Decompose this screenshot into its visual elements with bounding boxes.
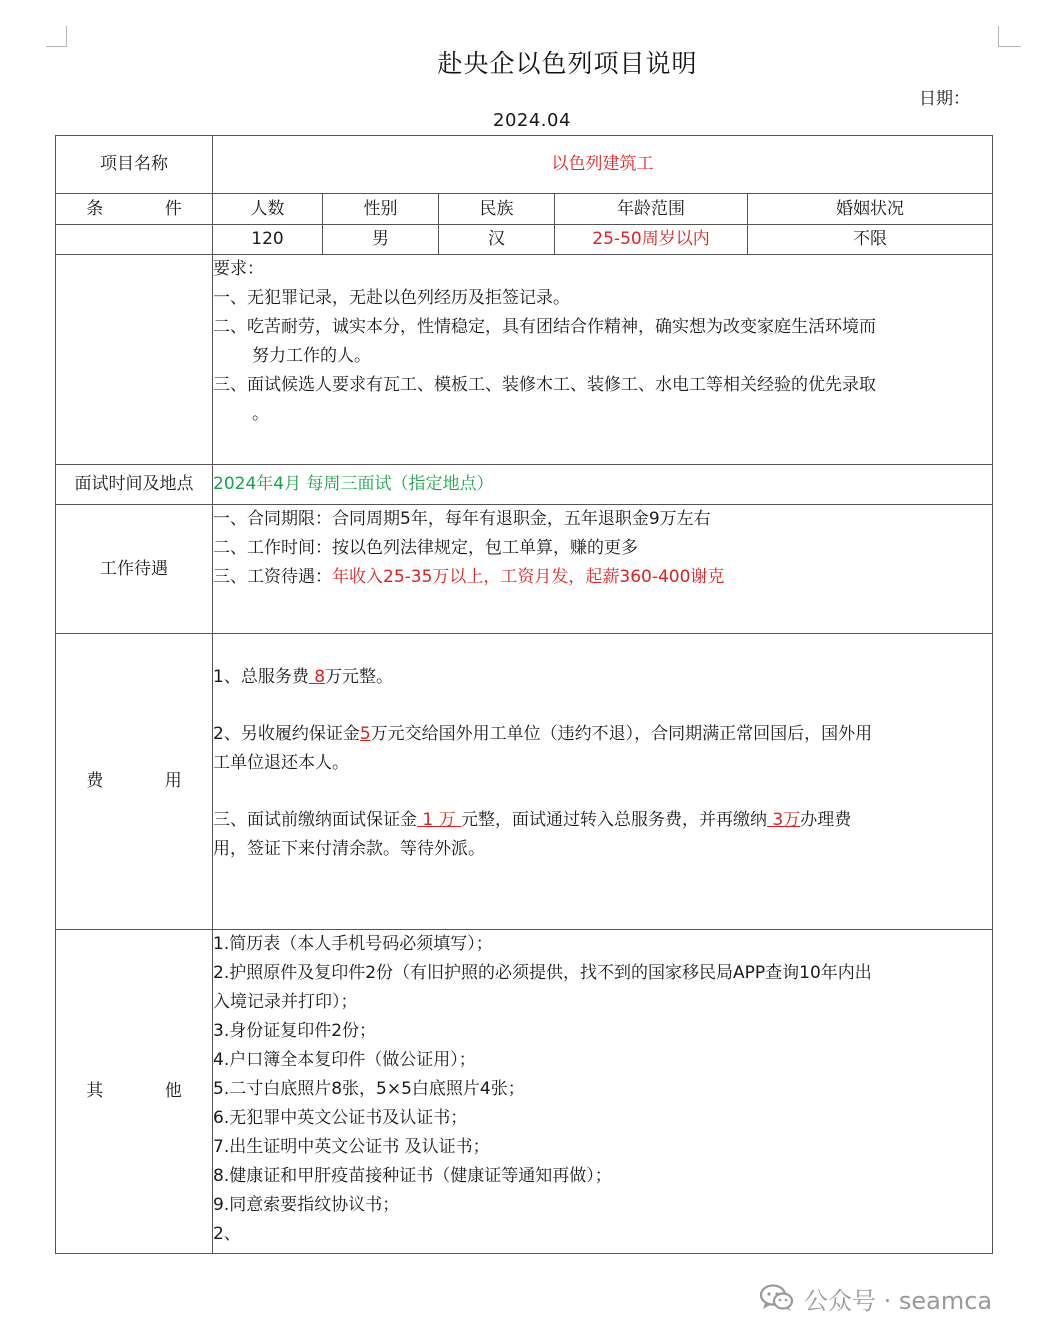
benefits-content (213, 505, 993, 634)
requirement-3: 三、面试候选人要求有瓦工、模板工、装修木工、装修工、水电工等相关经验的优先录取 (213, 375, 876, 395)
wechat-watermark (760, 1280, 992, 1316)
value-ethnicity: 汉 (439, 225, 555, 255)
project-form-table (55, 135, 993, 1254)
value-headcount: 120 (213, 225, 323, 255)
benefits-row (56, 505, 993, 634)
conditions-label: 条 件 (56, 194, 213, 225)
date-label: 日期： (919, 89, 970, 109)
salary-value: 年收入25-35万以上，工资月发，起薪360-400谢克 (332, 567, 725, 587)
document-item: 6.无犯罪中英文公证书及认证书； (213, 1108, 468, 1128)
document-item: 3.身份证复印件2份； (213, 1021, 377, 1041)
fees-content (213, 634, 993, 930)
fee-deposit-amount: 5 (359, 724, 371, 744)
fee-interview-continued: 用，签证下来付清余款。等待外派。 (213, 839, 485, 859)
requirement-2: 二、吃苦耐劳，诚实本分，性情稳定，具有团结合作精神，确实想为改变家庭生活环境而 (213, 317, 876, 337)
others-label: 其 他 (56, 930, 213, 1254)
fee-interview-deposit: 三、面试前缴纳面试保证金 1 万 元整，面试通过转入总服务费，并再缴纳 3万办理费 (213, 810, 852, 830)
conditions-empty-cell (56, 225, 213, 255)
document-item: 8.健康证和甲肝疫苗接种证书（健康证等通知再做）； (213, 1166, 612, 1186)
requirements-heading: 要求： (213, 259, 264, 279)
fee-interview-amount: 1 万 (417, 810, 462, 830)
fees-label: 费 用 (56, 634, 213, 930)
fee-service: 1、总服务费 8万元整。 (213, 667, 394, 687)
requirements-content (213, 255, 993, 465)
header-marital-status: 婚姻状况 (748, 194, 993, 225)
fee-deposit-continued: 工单位退还本人。 (213, 753, 349, 773)
header-gender: 性别 (323, 194, 439, 225)
fee-service-amount: 8 (308, 667, 326, 687)
benefit-salary: 三、工资待遇：年收入25-35万以上，工资月发，起薪360-400谢克 (213, 567, 725, 587)
date-value: 2024.04 (493, 110, 571, 131)
benefits-label: 工作待遇 (56, 505, 213, 634)
project-name-value: 以色列建筑工 (213, 136, 993, 194)
fee-processing-amount: 3万 (767, 810, 801, 830)
requirement-2-continued: 努力工作的人。 (252, 346, 371, 366)
conditions-header-row (56, 194, 993, 225)
value-gender: 男 (323, 225, 439, 255)
value-marital-status: 不限 (748, 225, 993, 255)
project-name-row (56, 136, 993, 194)
requirements-label-cell (56, 255, 213, 465)
document-item: 2.护照原件及复印件2份（有旧护照的必须提供，找不到的国家移民局APP查询10年内出 (213, 963, 872, 983)
fees-row (56, 634, 993, 930)
requirement-1: 一、无犯罪记录，无赴以色列经历及拒签记录。 (213, 288, 570, 308)
document-item: 1.简历表（本人手机号码必须填写）； (213, 934, 493, 954)
watermark-text: 公众号 · seamca (804, 1286, 993, 1315)
others-content (213, 930, 993, 1254)
fee-deposit: 2、另收履约保证金5万元交给国外用工单位（违约不退），合同期满正常回国后，国外用 (213, 724, 873, 744)
benefit-contract: 一、合同期限：合同周期5年，每年有退职金，五年退职金9万左右 (213, 509, 711, 529)
others-row (56, 930, 993, 1254)
interview-row (56, 465, 993, 505)
header-headcount: 人数 (213, 194, 323, 225)
interview-value: 2024年4月 每周三面试（指定地点） (213, 465, 993, 505)
header-ethnicity: 民族 (439, 194, 555, 225)
requirement-3-continued: 。 (252, 404, 269, 424)
wechat-icon (760, 1284, 794, 1312)
benefit-work-hours: 二、工作时间：按以色列法律规定，包工单算，赚的更多 (213, 538, 638, 558)
project-name-label: 项目名称 (56, 136, 213, 194)
header-age-range: 年龄范围 (555, 194, 748, 225)
document-item: 5.二寸白底照片8张，5×5白底照片4张； (213, 1079, 525, 1099)
document-item: 7.出生证明中英文公证书 及认证书； (213, 1137, 490, 1157)
document-item: 入境记录并打印）； (213, 992, 358, 1012)
interview-label: 面试时间及地点 (56, 465, 213, 505)
document-item: 4.户口簿全本复印件（做公证用）； (213, 1050, 476, 1070)
conditions-values-row (56, 225, 993, 255)
document-item: 2、 (213, 1224, 241, 1244)
value-age-range: 25-50周岁以内 (555, 225, 748, 255)
document-item: 9.同意索要指纹协议书； (213, 1195, 400, 1215)
document-title: 赴央企以色列项目说明 (437, 49, 698, 78)
requirements-row (56, 255, 993, 465)
